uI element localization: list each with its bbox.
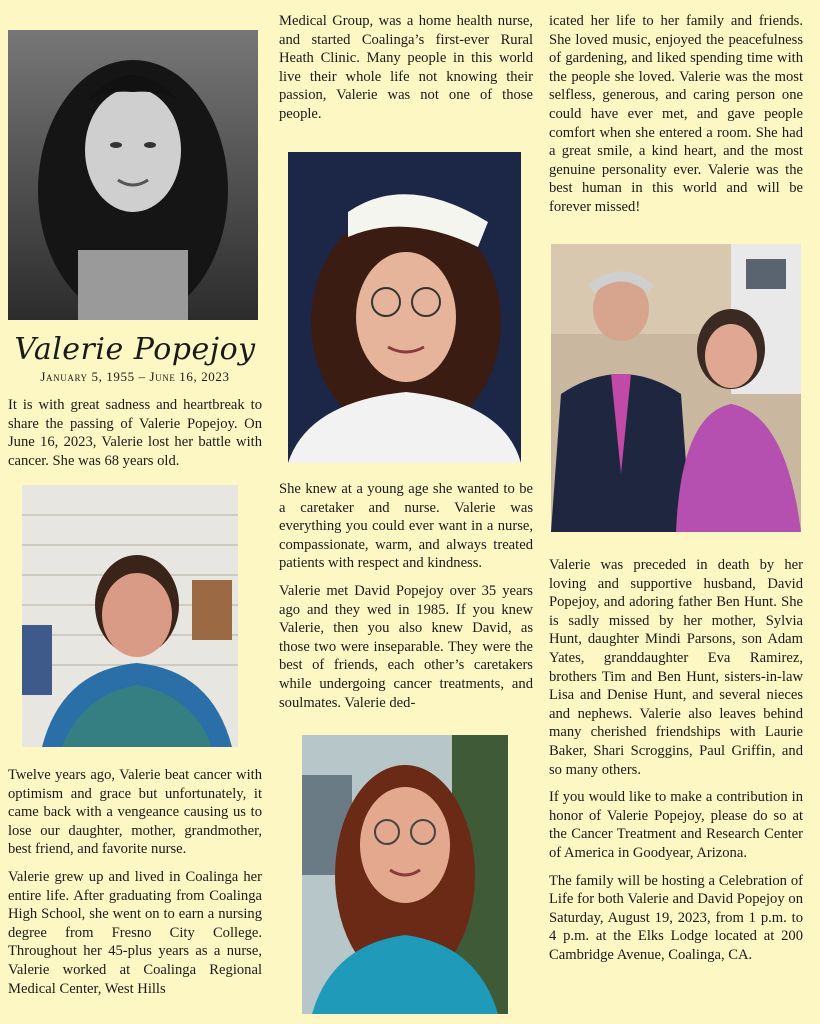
paragraph-marriage: Valerie met David Popejoy over 35 years ago and they wed in 1985. If you knew Valerie, then you also knew David, as those two were inseparable. They were the best of friends, each other’s caretakers while undergoing cancer treatments, and soulmates. Valerie ded- [279, 582, 533, 711]
paragraph-passion: Medical Group, was a home health nurse, and started Coalinga’s first-ever Rural Heath Clinic. Many people in this world live their whole life not knowing their passion, Valerie was not one of those people. [279, 13, 533, 122]
paragraph-celebration-of-life: The family will be hosting a Celebration of Life for both Valerie and David Popejoy on Saturday, August 19, 2023, from 1 p.m. to 4 p.m. at the Elks Lodge located at 200 Cambridge Avenue, Coalinga, CA. [549, 872, 803, 963]
obituary-name: Valerie Popejoy [14, 332, 256, 367]
paragraph-family: Valerie was preceded in death by her loving and supportive husband, David Popejoy, and adoring father Ben Hunt. She is sadly missed by her mother, Sylvia Hunt, daughter Mindi Parsons, son Adam Yates, granddaughter Eva Ramirez, brothers Tim and Ben Hunt, sisters-in-law Lisa and Denise Hunt, and several nieces and nephews. Valerie also leaves behind many cherished friendships with Laurie Baker, Shari Scroggins, Paul Griffin, and so many others. [549, 557, 803, 778]
obituary-dates: January 5, 1955 – June 16, 2023 [40, 369, 230, 384]
portrait-photo-youth [8, 30, 258, 320]
photo-valerie-and-david [551, 244, 801, 532]
paragraph-caretaker: She knew at a young age she wanted to be a caretaker and nurse. Valerie was everything you could ever want in a nurse, compassionate, warm, and always treated patients with respect and kindness. [279, 481, 533, 572]
paragraph-contributions: If you would like to make a contribution in honor of Valerie Popejoy, please do so at the Cancer Treatment and Research Center of America in Goodyear, Arizona. [549, 789, 803, 861]
paragraph-announcement: It is with great sadness and heartbreak to share the passing of Valerie Popejoy. On June 16, 2023, Valerie lost her battle with cancer. She was 68 years old. [8, 397, 262, 469]
photo-valerie-porch [22, 485, 238, 747]
photo-valerie-outdoors [302, 735, 508, 1014]
paragraph-personality: icated her life to her family and friends. She loved music, enjoyed the peacefulness of gardening, and liked spending time with the people she loved. Valerie was the most selfless, generous, and caring person one could have ever met, and gave people comfort when she entered a room. She had a great smile, a kind heart, and the most genuine personality ever. Valerie was the best human in this world and will be forever missed! [549, 13, 803, 215]
paragraph-cancer-return: Twelve years ago, Valerie beat cancer with optimism and grace but unfortunately, it came back with a vengeance causing us to lose our daughter, mother, grandmother, best friend, and favorite nurse. [8, 767, 262, 858]
paragraph-career: Valerie grew up and lived in Coalinga her entire life. After graduating from Coalinga High School, she went on to earn a nursing degree from Fresno City College. Throughout her 45-plus years as a nurse, Valerie worked at Coalinga Regional Medical Center, West Hills [8, 868, 262, 997]
photo-nurse-cap [288, 152, 521, 463]
